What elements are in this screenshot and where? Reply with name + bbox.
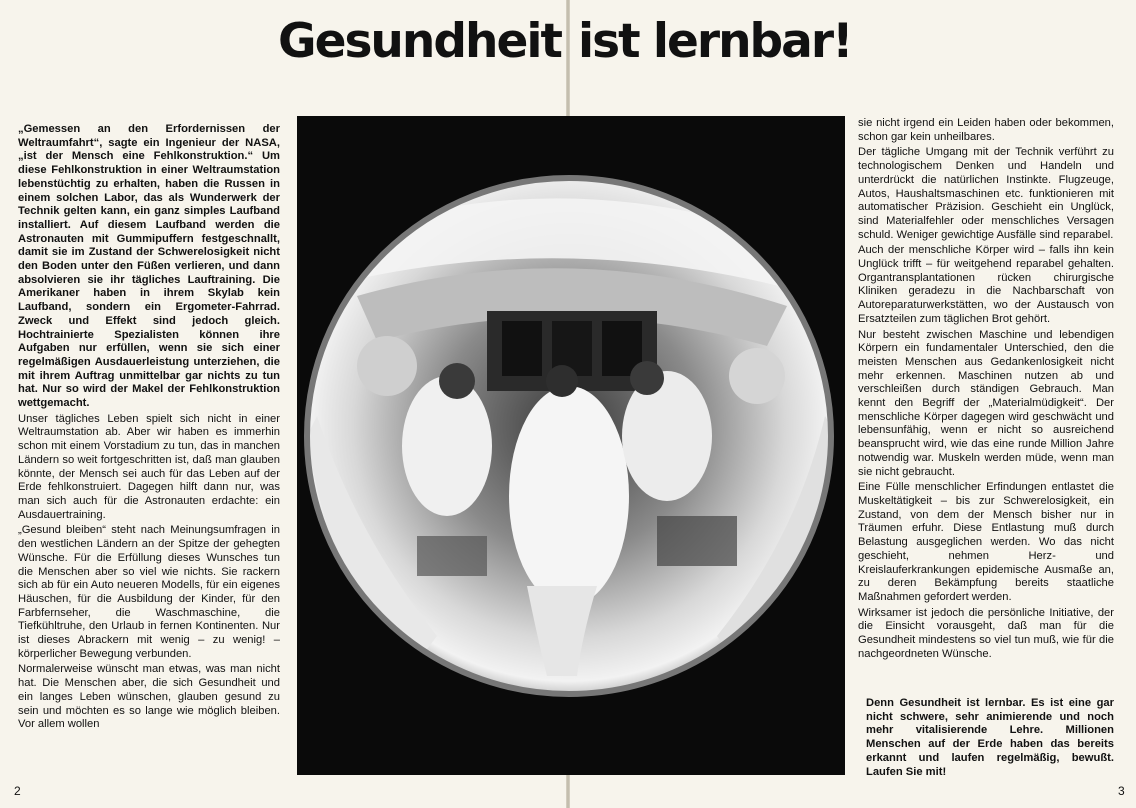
body-paragraph: Wirksamer ist jedoch die persönliche Initiative, der die Einsicht vorausgeht, daß man für die Gesundheit mindestens so viel tun muß, wie für die nachgeordneten Wünsche. [858,606,1114,660]
body-paragraph: Unser tägliches Leben spielt sich nicht in einer Weltraumstation ab. Aber wir haben es immerhin schon mit einem Vorstadium zu tun, das in manchen Ländern so weit fortgeschritten ist, daß man glauben könnte, der Mensch sei auch für das Leben auf der Erde fehlkonstruiert. Dagegen hilft dann nur, was man sich auch für die Astronauten erdachte: ein Ausdauertraining. [18,412,280,521]
body-paragraph: Normalerweise wünscht man etwas, was man nicht hat. Die Menschen aber, die sich Gesundheit und ein langes Leben wünschen, glauben gesund zu sein und möchten es so lange wie möglich bleiben. Vor allem wollen [18,663,280,731]
headline-left: Gesundheit [278,14,561,69]
closing-paragraph: Denn Gesundheit ist lernbar. Es ist eine gar nicht schwere, sehr animierende und noch mehr vitalisierende Lehre. Millionen Menschen auf der Erde haben das bereits erkannt und laufen regelmäßig, bewußt. Laufen Sie mit! [866,697,1114,778]
body-paragraph: „Gesund bleiben“ steht nach Meinungsumfragen in den westlichen Ländern an der Spitze der gehegten Wünsche. Für die Erfüllung dieses Wunsches tun die Menschen aber so viel wie nichts. Sie rackern sich ab für ein Auto neueren Modells, für ein eigenes Häuschen, für die Ausbildung der Kinder, für den Farbfernseher, die Waschmaschine, die Tiefkühltruhe, den Urlaub in fernen Kontinenten. Nur ist dieses Abrackern mit wenig – zu wenig! – körperlicher Bewegung verbunden. [18,524,280,660]
fisheye-photo-illustration [297,116,845,775]
body-paragraph: sie nicht irgend ein Leiden haben oder bekommen, schon gar kein unheilbares. [858,117,1114,143]
body-paragraph: Der tägliche Umgang mit der Technik verführt zu technologischem Denken und Handeln und unterdrückt die natürlichen Instinkte. Flugzeuge, Autos, Haushaltsmaschinen etc. funktionieren mit automatischer Präzision. Geschieht ein Unglück, sind Materialfehler oder menschliches Versagen schuld. Weniger gewichtige Ausfälle sind reparabel. [858,146,1114,241]
right-text-column [858,117,1114,672]
left-text-column [18,123,280,778]
body-paragraph: Eine Fülle menschlicher Erfindungen entlastet die Muskeltätigkeit – bis zur Schwerelosigkeit, ein Zustand, von dem der Mensch bisher nur in Träumen erfuhr. Diese Entlastung muß durch Belastung ausgeglichen werden. Wo das nicht geschieht, nehmen Herz- und Kreislauferkrankungen epidemische Ausmaße an, zu deren Bekämpfung bereits staatliche Maßnahmen gefordert werden. [858,481,1114,603]
page-number-left: 2 [14,784,21,798]
headline-right: ist lernbar! [578,14,852,69]
body-paragraph: Nur besteht zwischen Maschine und lebendigen Körpern ein fundamentaler Unterschied, den die meisten Menschen aus Gedankenlosigkeit nicht mehr erkennen. Maschinen nutzen ab und verschleißen durch ständigen Gebrauch. Man kennt den Begriff der „Materialmüdigkeit“. Der menschliche Körper dagegen wird geschwächt und lebensunfähig, wenn er nicht so ausreichend beansprucht wird, wie das eine runde Million Jahre notwendig war. Muskeln werden müde, wenn man sie nicht gebraucht. [858,328,1114,478]
body-paragraph: Auch der menschliche Körper wird – falls ihn kein Unglück trifft – für weitgehend reparabel gehalten. Organtransplantationen rücken chirurgische Kliniken geradezu in die Nachbarschaft von Autoreparaturwerkstätten, wo der Austausch von Ersatzteilen zum täglichen Brot gehört. [858,244,1114,325]
astronauts-photo [297,116,845,775]
intro-paragraph: „Gemessen an den Erfordernissen der Weltraumfahrt“, sagte ein Ingenieur der NASA, „ist der Mensch eine Fehlkonstruktion.“ Um diese Fehlkonstruktion in einer Weltraumstation lebenstüchtig zu erhalten, haben die Russen in einem solchen Labor, das als Wunderwerk der Technik gelten kann, ein ganz simples Laufband installiert. Auf diesem Laufband werden die Astronauten mit Gummipuffern festgeschnallt, damit sie im Zustand der Schwerelosigkeit nicht den Boden unter den Füßen verlieren, und dann absolvieren sie ihr tägliches Lauftraining. Die Amerikaner haben in ihrem Skylab kein Laufband, sondern ein Ergometer-Fahrrad. Zweck und Effekt sind jedoch gleich. Hochtrainierte Spezialisten können ihre Aufgaben nur erfüllen, wenn sie sich einer regelmäßigen Ausdauerleistung unterziehen, die mit ihrem Auftrag unmittelbar gar nichts zu tun hat. Nur so wird der Makel der Fehlkonstruktion wettgemacht. [18,123,280,410]
page-number-right: 3 [1118,784,1125,798]
